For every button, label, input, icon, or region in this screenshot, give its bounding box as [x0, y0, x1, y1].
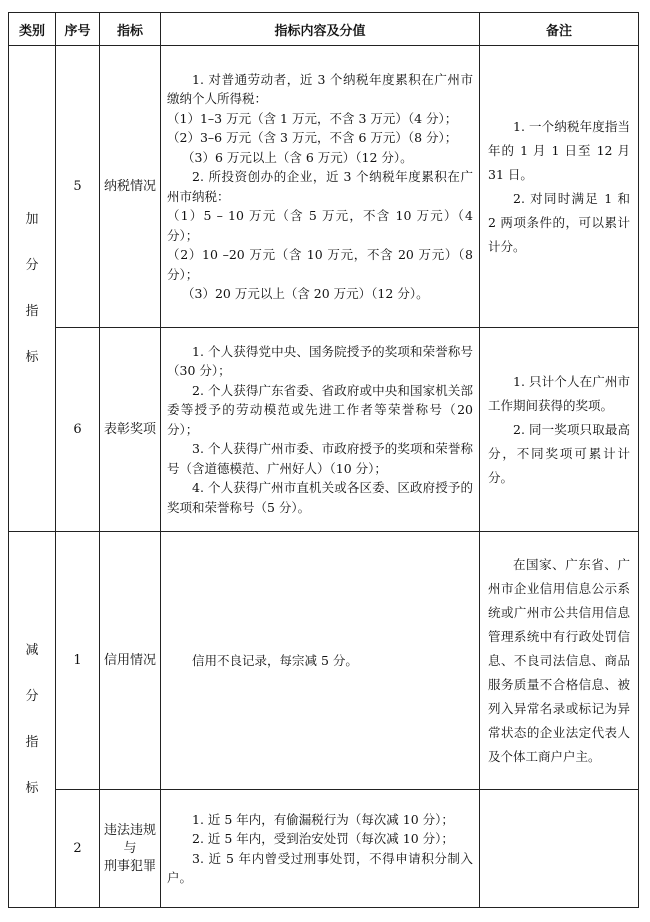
category-char: 标	[25, 780, 39, 796]
indicator-content	[161, 532, 480, 790]
table-header-row	[9, 13, 639, 46]
content-line: 3. 个人获得广州市委、市政府授予的奖项和荣誉称号（含道德模范、广州好人）（10 分）；	[167, 441, 473, 476]
category-char: 分	[25, 688, 39, 704]
category-char: 减	[25, 642, 39, 658]
remark-line: 1. 一个纳税年度指当年的 1 月 1 日至 12 月 31 日。	[488, 118, 630, 182]
indicator-name: 纳税情况	[100, 46, 161, 328]
indicator-content	[161, 328, 480, 532]
category-cell-deduction	[9, 532, 56, 908]
indicator-name-line: 违法违规	[103, 822, 156, 838]
remark-line: 2. 对同时满足 1 和 2 两项条件的，可以累计计分。	[488, 190, 630, 254]
remark-line: 1. 只计个人在广州市工作期间获得的奖项。	[488, 373, 630, 413]
category-char: 指	[25, 303, 39, 319]
header-category: 类别	[9, 13, 56, 46]
content-line: （3）6 万元以上（含 6 万元）（12 分）。	[182, 149, 413, 165]
header-no: 序号	[56, 13, 100, 46]
content-line: （1）5 – 10 万元（含 5 万元，不含 10 万元）（4 分）；	[167, 208, 473, 243]
indicator-name-line: 与	[123, 840, 137, 856]
content-line: （1）1–3 万元（含 1 万元，不含 3 万元）（4 分）；	[167, 110, 458, 126]
content-line: 3. 近 5 年内曾受过刑事处罚，不得申请积分制入户。	[167, 850, 473, 885]
header-content: 指标内容及分值	[161, 13, 480, 46]
scoring-table	[8, 12, 639, 908]
row-number: 6	[56, 328, 100, 532]
remark-line: 在国家、广东省、广州市企业信用信息公示系统或广州市公共信用信息管理系统中有行政处罚信息、不良司法信息、商品服务质量不合格信息、被列入异常名录或标记为异常状态的企业法定代表人及个体工商户户主。	[488, 556, 630, 764]
content-line: 2. 个人获得广东省委、省政府或中央和国家机关部委等授予的劳动模范或先进工作者等荣誉称号（20 分）；	[167, 382, 473, 437]
table-row	[9, 532, 639, 790]
category-char: 标	[25, 349, 39, 365]
remark-cell-empty	[480, 790, 639, 908]
category-char: 加	[25, 211, 39, 227]
indicator-name: 信用情况	[100, 532, 161, 790]
content-line: （2）10 –20 万元（含 10 万元，不含 20 万元）（8 分）；	[167, 247, 473, 282]
table-row	[9, 46, 639, 328]
remark-line: 2. 同一奖项只取最高分，不同奖项可累计计分。	[488, 421, 630, 485]
remark-cell	[480, 46, 639, 328]
content-line: 2. 近 5 年内，受到治安处罚（每次减 10 分）；	[192, 831, 454, 846]
row-number: 5	[56, 46, 100, 328]
indicator-name: 表彰奖项	[100, 328, 161, 532]
content-line: 4. 个人获得广州市直机关或各区委、区政府授予的奖项和荣誉称号（5 分）。	[167, 480, 473, 515]
category-char: 指	[25, 734, 39, 750]
indicator-content	[161, 790, 480, 908]
table-row	[9, 328, 639, 532]
category-cell-bonus	[9, 46, 56, 532]
content-line: 1. 对普通劳动者，近 3 个纳税年度累积在广州市缴纳个人所得税：	[167, 71, 473, 106]
remark-cell	[480, 328, 639, 532]
row-number: 2	[56, 790, 100, 908]
content-line: （3）20 万元以上（含 20 万元）（12 分）。	[182, 286, 429, 301]
row-number: 1	[56, 532, 100, 790]
indicator-name-line: 刑事犯罪	[103, 858, 156, 874]
category-char: 分	[25, 257, 39, 273]
remark-cell	[480, 532, 639, 790]
content-line: 1. 个人获得党中央、国务院授予的奖项和荣誉称号（30 分）；	[167, 343, 473, 379]
indicator-content	[161, 46, 480, 328]
scoring-table-page	[8, 12, 639, 908]
header-note: 备注	[480, 13, 639, 46]
content-line: 信用不良记录，每宗减 5 分。	[192, 652, 358, 668]
content-line: （2）3–6 万元（含 3 万元，不含 6 万元）（8 分）；	[167, 130, 458, 145]
table-row	[9, 790, 639, 908]
indicator-name	[100, 790, 161, 908]
content-line: 2. 所投资创办的企业，近 3 个纳税年度累积在广州市纳税：	[167, 169, 473, 204]
header-indicator: 指标	[100, 13, 161, 46]
content-line: 1. 近 5 年内，有偷漏税行为（每次减 10 分）；	[192, 811, 454, 827]
